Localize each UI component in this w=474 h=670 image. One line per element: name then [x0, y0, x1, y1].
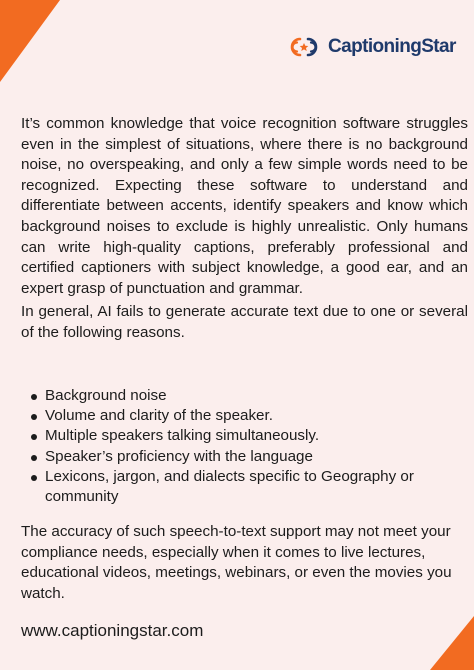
list-item: Speaker’s proficiency with the language [28, 447, 448, 467]
website-link[interactable]: www.captioningstar.com [21, 621, 204, 640]
accuracy-paragraph: The accuracy of such speech-to-text support may not meet your compliance needs, especially when it comes to live lectures, educational videos, meetings, webinars, or even the movies you watch. [21, 523, 452, 602]
intro-paragraph: It’s common knowledge that voice recognition software struggles even in the simplest of situations, where there is no background noise, no overspeaking, and only a few simple words need to be recognized. Expecting these software to understand and differentiate between accents, identify speakers and know which background noises to exclude is highly unrealistic. Only humans can write high-quality captions, preferably professional and certified captioners with subject knowledge, a good ear, and an expert grasp of punctuation and grammar. [21, 115, 468, 297]
list-item: Volume and clarity of the speaker. [28, 406, 448, 426]
corner-decoration-bottom-right [430, 616, 474, 670]
captioningstar-logo-icon [286, 34, 326, 60]
brand-name: CaptioningStar [328, 36, 456, 57]
reasons-intro-paragraph: In general, AI fails to generate accurate text due to one or several of the following reasons. [21, 303, 468, 341]
corner-decoration-top-left [0, 0, 60, 82]
list-item: Background noise [28, 386, 448, 406]
list-item: Multiple speakers talking simultaneously. [28, 426, 448, 446]
reasons-list [28, 386, 448, 507]
brand-logo [286, 34, 456, 60]
list-item: Lexicons, jargon, and dialects specific to Geography or community [28, 467, 448, 507]
